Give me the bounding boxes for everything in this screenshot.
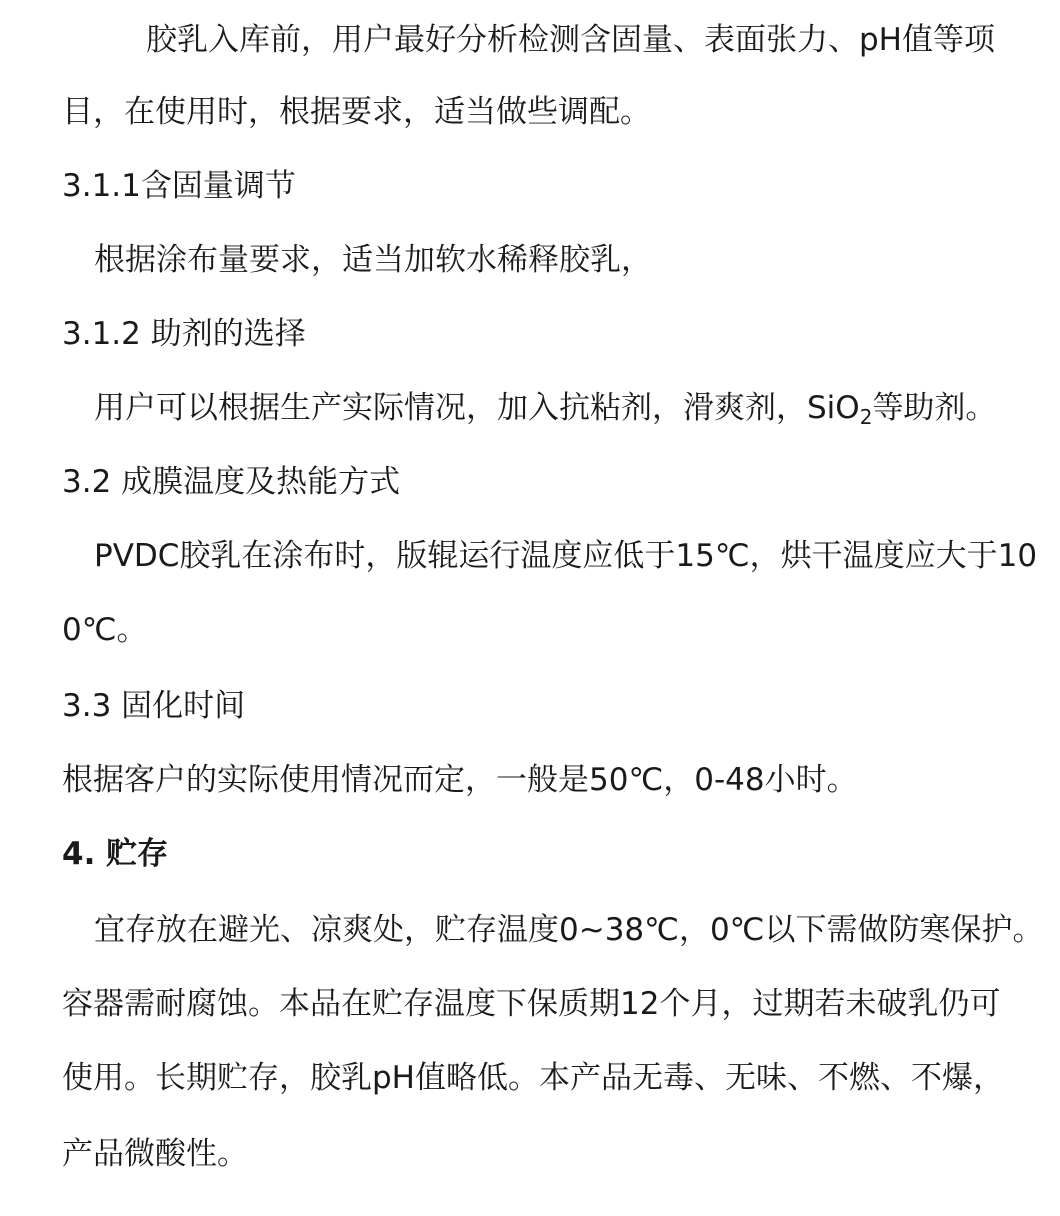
paragraph-intro-line-1: 胶乳入库前，用户最好分析检测含固量、表面张力、pH值等项: [146, 22, 995, 58]
heading-4: 4. 贮存: [62, 836, 169, 872]
paragraph-4-line-3: 使用。长期贮存，胶乳pH值略低。本产品无毒、无味、不燃、不爆，: [62, 1060, 1004, 1096]
heading-3-2: 3.2 成膜温度及热能方式: [62, 464, 401, 500]
paragraph-3-1-2: [94, 388, 996, 428]
heading-3-1-1: 3.1.1含固量调节: [62, 168, 296, 204]
paragraph-3-1-1: 根据涂布量要求，适当加软水稀释胶乳，: [94, 242, 652, 278]
paragraph-4-line-2: 容器需耐腐蚀。本品在贮存温度下保质期12个月，过期若未破乳仍可: [62, 986, 1001, 1022]
paragraph-3-3: 根据客户的实际使用情况而定，一般是50℃，0-48小时。: [62, 762, 858, 798]
heading-3-3: 3.3 固化时间: [62, 688, 246, 724]
paragraph-4-line-4: 产品微酸性。: [62, 1136, 248, 1172]
paragraph-3-2-line-1: PVDC胶乳在涂布时，版辊运行温度应低于15℃，烘干温度应大于10: [94, 538, 1038, 574]
paragraph-intro-line-2: 目，在使用时，根据要求，适当做些调配。: [62, 94, 651, 130]
paragraph-3-1-2-text-a: 用户可以根据生产实际情况，加入抗粘剂，滑爽剂，SiO: [94, 390, 860, 426]
paragraph-3-2-line-2: 0℃。: [62, 612, 148, 648]
heading-3-1-2: 3.1.2 助剂的选择: [62, 316, 306, 352]
paragraph-3-1-2-text-b: 等助剂。: [872, 390, 997, 426]
paragraph-3-1-2-subscript: 2: [859, 405, 873, 429]
paragraph-4-line-1: 宜存放在避光、凉爽处，贮存温度0~38℃，0℃以下需做防寒保护。: [94, 912, 1044, 948]
